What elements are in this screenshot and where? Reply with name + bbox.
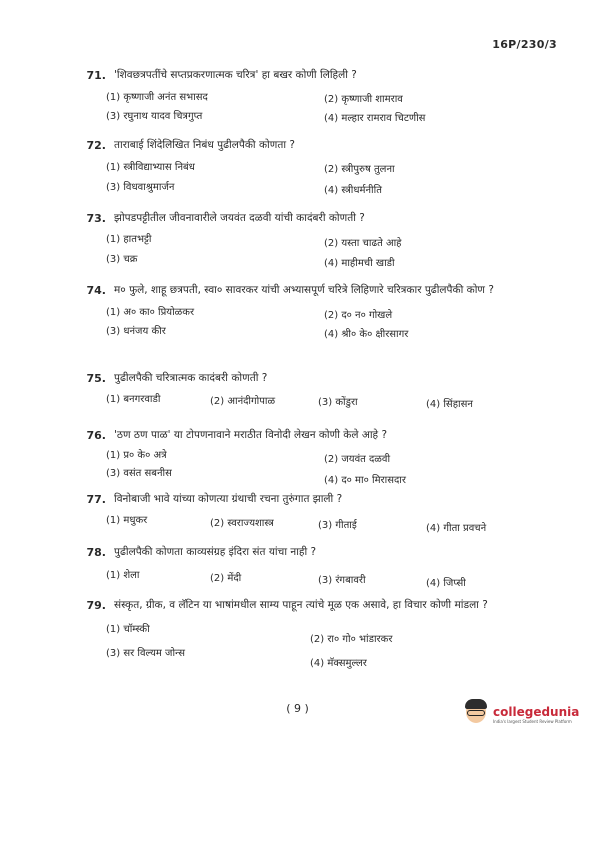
option-4: (4) स्त्रीधर्मनीति bbox=[324, 185, 382, 196]
option-3: (3) सर विल्यम जोन्स bbox=[106, 648, 186, 659]
question-number: 71. bbox=[86, 69, 106, 82]
page-number: ( 9 ) bbox=[286, 702, 309, 715]
option-4: (4) मल्हार रामराव चिटणीस bbox=[324, 113, 426, 124]
question-text: म० फुले, शाहू छत्रपती, स्वा० सावरकर यांची अभ्यासपूर्ण चरित्रे लिहिणारे चरित्रकार पुढीलपैकी कोण ? bbox=[114, 284, 494, 296]
paper-code: 16P/230/3 bbox=[492, 38, 557, 51]
question-76 bbox=[76, 428, 546, 486]
options bbox=[106, 507, 546, 534]
brand-name: collegedunia bbox=[493, 704, 580, 719]
question-text: ताराबाई शिंदेलिखित निबंध पुढीलपैकी कोणता ? bbox=[114, 139, 295, 151]
mascot-icon bbox=[463, 699, 489, 729]
question-text: 'ठण ठण पाळ' या टोपणनावाने मराठीत विनोदी लेखन कोणी केले आहे ? bbox=[114, 429, 388, 441]
question-71 bbox=[76, 68, 546, 123]
question-75 bbox=[76, 371, 546, 410]
option-2: (2) कृष्णाजी शामराव bbox=[324, 94, 403, 105]
option-4: (4) श्री० के० क्षीरसागर bbox=[324, 329, 409, 340]
option-4: (4) जिप्सी bbox=[426, 578, 466, 589]
option-3: (3) धनंजय कीर bbox=[106, 326, 166, 337]
options bbox=[106, 153, 546, 196]
question-74 bbox=[76, 283, 546, 338]
option-3: (3) चक्र bbox=[106, 254, 138, 265]
options bbox=[106, 386, 546, 410]
option-1: (1) शेला bbox=[106, 570, 140, 581]
option-3: (3) वसंत सबनीस bbox=[106, 468, 172, 479]
question-number: 75. bbox=[86, 372, 106, 385]
question-text: विनोबाजी भावे यांच्या कोणत्या ग्रंथाची रचना तुरुंगात झाली ? bbox=[114, 493, 343, 505]
question-73 bbox=[76, 211, 546, 269]
option-1: (1) बनगरवाडी bbox=[106, 394, 161, 405]
option-3: (3) विधवाश्रुमार्जन bbox=[106, 182, 175, 193]
option-3: (3) कोंडुरा bbox=[318, 397, 358, 408]
question-number: 78. bbox=[86, 546, 106, 559]
option-2: (2) मेंदी bbox=[210, 573, 242, 584]
question-number: 77. bbox=[86, 493, 106, 506]
question-number: 79. bbox=[86, 599, 106, 612]
question-78 bbox=[76, 545, 546, 589]
collegedunia-watermark bbox=[463, 699, 579, 729]
option-2: (2) यस्ता चाढते आहे bbox=[324, 238, 402, 249]
question-text: पुढीलपैकी चरित्रात्मक कादंबरी कोणती ? bbox=[114, 372, 268, 384]
option-2: (2) स्वराज्यशास्त्र bbox=[210, 518, 274, 529]
option-1: (1) कृष्णाजी अनंत सभासद bbox=[106, 92, 208, 103]
question-number: 72. bbox=[86, 139, 106, 152]
options bbox=[106, 613, 546, 669]
option-2: (2) द० न० गोखले bbox=[324, 310, 393, 321]
option-2: (2) आनंदीगोपाळ bbox=[210, 396, 276, 407]
option-3: (3) गीताई bbox=[318, 520, 357, 531]
option-4: (4) द० मा० मिरासदार bbox=[324, 475, 406, 486]
brand-tagline: India's largest Student Review Platform bbox=[493, 718, 572, 724]
option-1: (1) हातभट्टी bbox=[106, 234, 152, 245]
option-1: (1) प्र० के० अत्रे bbox=[106, 450, 167, 461]
question-79 bbox=[76, 598, 546, 669]
option-2: (2) स्त्रीपुरुष तुलना bbox=[324, 164, 395, 175]
question-77 bbox=[76, 492, 546, 534]
question-number: 76. bbox=[86, 429, 106, 442]
options bbox=[106, 226, 546, 269]
option-1: (1) मधुकर bbox=[106, 515, 148, 526]
option-4: (4) मॅक्समुल्लर bbox=[310, 658, 367, 669]
option-3: (3) रघुनाथ यादव चित्रगुप्त bbox=[106, 111, 203, 122]
option-4: (4) माहीमची खाडी bbox=[324, 258, 395, 269]
options bbox=[106, 443, 546, 486]
options bbox=[106, 298, 546, 338]
question-text: 'शिवछत्रपतींचे सप्तप्रकरणात्मक चरित्र' हा बखर कोणी लिहिली ? bbox=[114, 69, 357, 81]
option-1: (1) अ० का० प्रियोळकर bbox=[106, 307, 195, 318]
question-text: झोपडपट्टीतील जीवनावारीले जयवंत दळवी यांची कादंबरी कोणती ? bbox=[114, 212, 365, 224]
question-72 bbox=[76, 138, 546, 196]
option-1: (1) चॉम्स्की bbox=[106, 624, 150, 635]
option-3: (3) रंगबावरी bbox=[318, 575, 366, 586]
question-text: संस्कृत, ग्रीक, व लॅटिन या भाषांमधील साम्य पाहून त्यांचे मूळ एक असावे, हा विचार कोणी मांडला ? bbox=[114, 599, 488, 611]
option-2: (2) जयवंत दळवी bbox=[324, 454, 391, 465]
question-number: 74. bbox=[86, 284, 106, 297]
option-4: (4) सिंहासन bbox=[426, 399, 473, 410]
option-2: (2) रा० गो० भांडारकर bbox=[310, 634, 393, 645]
option-4: (4) गीता प्रवचने bbox=[426, 523, 487, 534]
question-text: पुढीलपैकी कोणता काव्यसंग्रह इंदिरा संत यांचा नाही ? bbox=[114, 546, 317, 558]
option-1: (1) स्त्रीविद्याभ्यास निबंध bbox=[106, 162, 195, 173]
question-number: 73. bbox=[86, 212, 106, 225]
options bbox=[106, 560, 546, 589]
options bbox=[106, 83, 546, 123]
